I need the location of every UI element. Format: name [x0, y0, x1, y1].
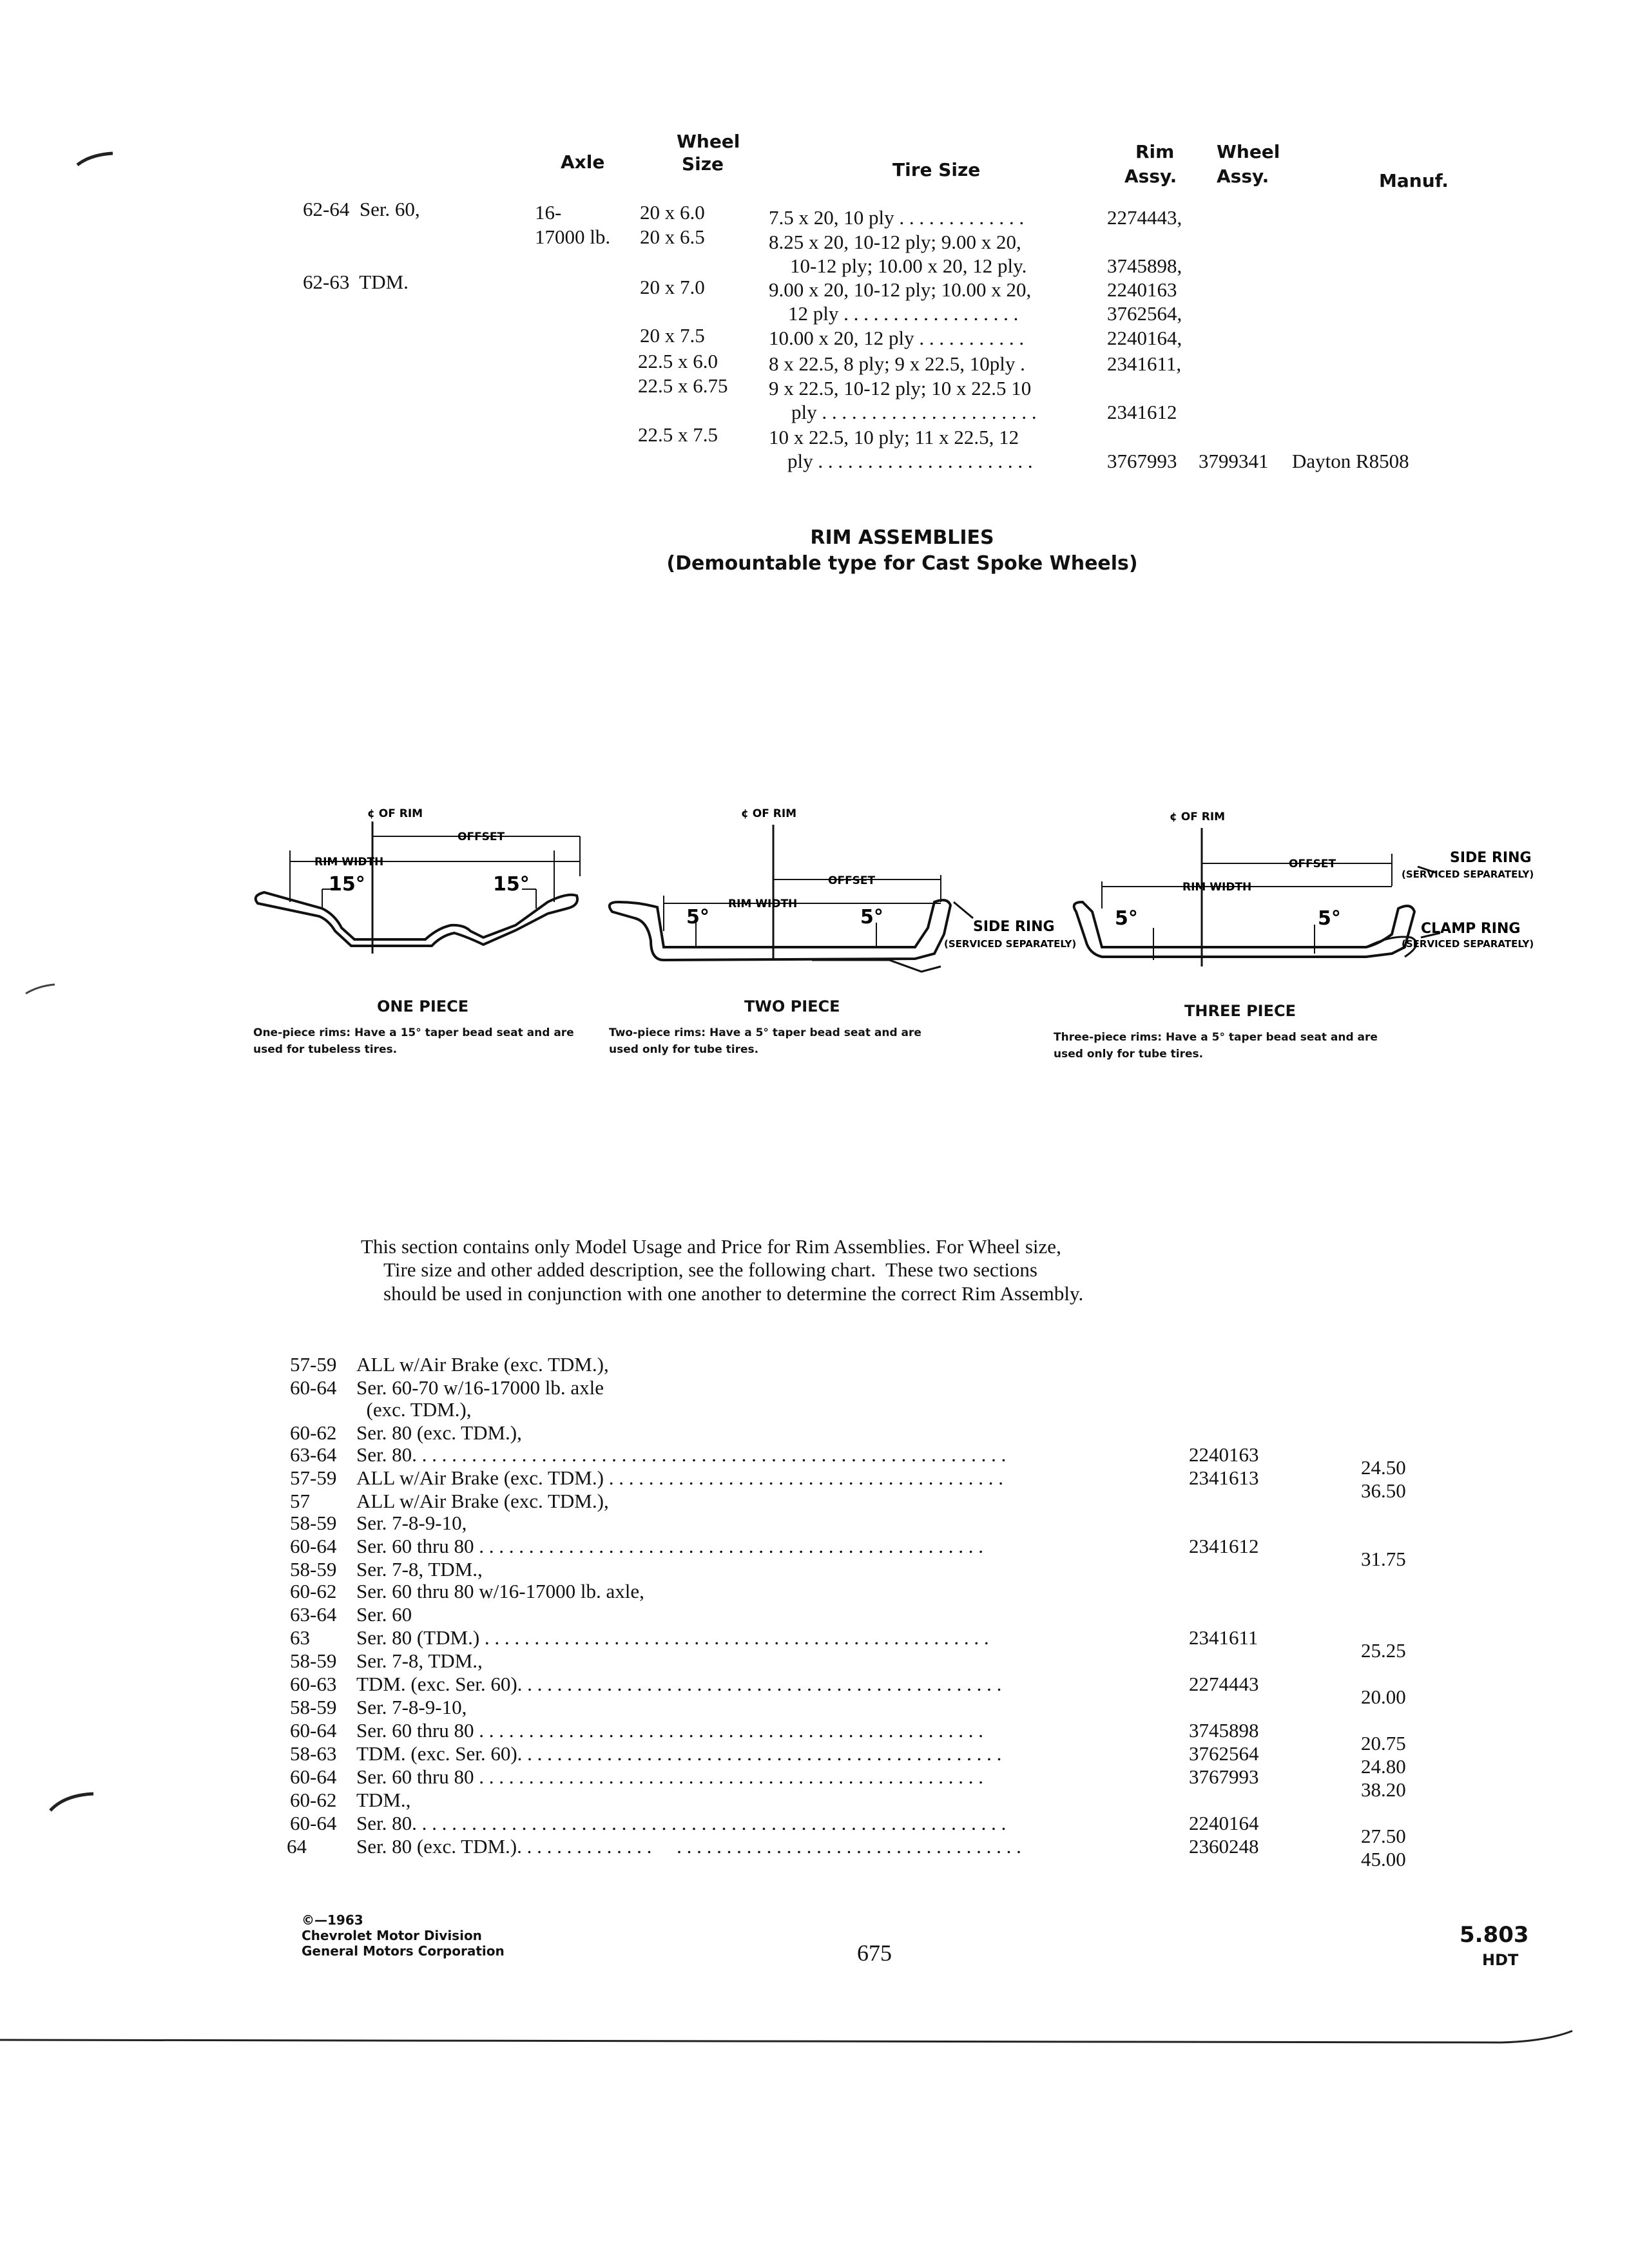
price-row-part-number: 2341611: [1189, 1626, 1258, 1649]
tire-line: ply . . . . . . . . . . . . . . . . . . . . . .: [791, 401, 1037, 423]
two-piece-caption: Two-piece rims: Have a 5° taper bead seat and are used only for tube tires.: [609, 1026, 921, 1056]
one-piece-rim-drawing: [256, 807, 580, 954]
price-row-part-number: 2240164: [1189, 1812, 1259, 1834]
offset-label: OFFSET: [458, 831, 505, 843]
tire-line: 8 x 22.5, 8 ply; 9 x 22.5, 10ply .: [769, 352, 1025, 375]
wheel-size: 22.5 x 6.75: [638, 374, 728, 397]
header-rim-assy-2: Assy.: [1124, 166, 1177, 187]
manuf-value: Dayton R8508: [1292, 450, 1409, 472]
price-row-years: 63-64: [290, 1443, 337, 1466]
price-row-years: 60-62: [290, 1580, 337, 1602]
header-manuf: Manuf.: [1379, 170, 1449, 191]
two-piece-rim-drawing: [610, 807, 1077, 972]
side-ring-label: SIDE RING: [973, 919, 1055, 935]
price-row-years: 60-64: [290, 1376, 337, 1399]
serviced-separately-label: (SERVICED SEPARATELY): [1402, 869, 1534, 880]
serviced-separately-label: (SERVICED SEPARATELY): [1402, 938, 1534, 950]
price-row-part-number: 2341613: [1189, 1466, 1259, 1489]
header-wheel-assy-1: Wheel: [1217, 141, 1280, 162]
rim-width-label: RIM WIDTH: [314, 856, 384, 869]
price-row-years: 58-59: [290, 1512, 337, 1534]
rim-assy-value: 2341611,: [1107, 352, 1182, 375]
section-code: HDT: [1482, 1951, 1519, 1969]
bottom-rule: [0, 2031, 1572, 2042]
price-row-description: ALL w/Air Brake (exc. TDM.) . . . . . . . . . . . . . . . . . . . . . . . . . . . . . . . . . . . . . . . .: [356, 1466, 1003, 1489]
header-axle: Axle: [561, 151, 605, 173]
price-row-description: Ser. 7-8, TDM.,: [356, 1558, 483, 1581]
axle-value: 16-: [535, 201, 562, 224]
price-row-price: 24.50: [1361, 1456, 1406, 1479]
price-row-price: 24.80: [1361, 1755, 1406, 1778]
section-number: 5.803: [1460, 1922, 1529, 1948]
price-row-years: 58-59: [290, 1649, 337, 1672]
angle-15-label: 15°: [493, 873, 530, 896]
price-row-description: TDM. (exc. Ser. 60). . . . . . . . . . . . . . . . . . . . . . . . . . . . . . . . . . . . . . . . . . . . . . . . .: [356, 1673, 1002, 1695]
price-row-description: ALL w/Air Brake (exc. TDM.),: [356, 1353, 609, 1376]
tire-line: 7.5 x 20, 10 ply . . . . . . . . . . . . .: [769, 206, 1025, 229]
price-row-description: Ser. 60 thru 80 w/16-17000 lb. axle,: [356, 1580, 644, 1602]
price-row-description: TDM.,: [356, 1789, 411, 1811]
tire-line: 10 x 22.5, 10 ply; 11 x 22.5, 12: [769, 426, 1019, 448]
price-row-description: Ser. 80. . . . . . . . . . . . . . . . . . . . . . . . . . . . . . . . . . . . . . . . . . . . . . . . . . . . . . . . . . . .: [356, 1812, 1007, 1834]
one-piece-title: ONE PIECE: [377, 997, 469, 1015]
rim-diagrams: [245, 799, 1553, 992]
price-row-years: 60-63: [290, 1673, 337, 1695]
price-row-price: 20.75: [1361, 1732, 1406, 1754]
section-title: RIM ASSEMBLIES: [810, 526, 994, 549]
price-row-part-number: 2341612: [1189, 1535, 1259, 1557]
price-row-years: 64: [287, 1835, 307, 1858]
price-row-price: 36.50: [1361, 1479, 1406, 1502]
price-row-description: Ser. 60 thru 80 . . . . . . . . . . . . . . . . . . . . . . . . . . . . . . . . . . . . . . . . . . . . . . . . . . .: [356, 1719, 984, 1742]
division-name: Chevrolet Motor Division: [302, 1928, 482, 1943]
price-row-price: 38.20: [1361, 1778, 1406, 1801]
wheel-size: 22.5 x 7.5: [638, 423, 718, 446]
serviced-separately-label: (SERVICED SEPARATELY): [944, 938, 1077, 950]
model-row: 62-64 Ser. 60,: [303, 198, 420, 220]
model-row: 62-63 TDM.: [303, 271, 409, 293]
price-row-years: 60-64: [290, 1719, 337, 1742]
one-piece-caption: One-piece rims: Have a 15° taper bead seat and are used for tubeless tires.: [253, 1026, 574, 1056]
price-row-price: 27.50: [1361, 1825, 1406, 1847]
wheel-size: 22.5 x 6.0: [638, 350, 718, 372]
note-line: Tire size and other added description, see the following chart. These two sections: [383, 1258, 1037, 1281]
rim-assy-value: 2240164,: [1107, 327, 1182, 349]
three-piece-title: THREE PIECE: [1184, 1002, 1296, 1020]
price-row-years: 60-64: [290, 1535, 337, 1557]
header-wheel-size-2: Size: [682, 153, 724, 175]
header-rim-assy-1: Rim: [1135, 141, 1175, 162]
price-row-part-number: 3767993: [1189, 1765, 1259, 1788]
section-subtitle: (Demountable type for Cast Spoke Wheels): [666, 552, 1138, 575]
note-line: should be used in conjunction with one another to determine the correct Rim Assembly.: [383, 1282, 1084, 1305]
angle-5-label: 5°: [860, 906, 883, 928]
tire-line: ply . . . . . . . . . . . . . . . . . . . . . .: [787, 450, 1033, 472]
rim-assy-value: 2240163: [1107, 278, 1177, 301]
price-row-description: TDM. (exc. Ser. 60). . . . . . . . . . . . . . . . . . . . . . . . . . . . . . . . . . . . . . . . . . . . . . . . .: [356, 1742, 1002, 1765]
note-line: This section contains only Model Usage and Price for Rim Assemblies. For Wheel size,: [361, 1235, 1061, 1258]
angle-15-label: 15°: [329, 873, 365, 896]
three-piece-rim-drawing: [1074, 811, 1534, 966]
price-row-years: 60-64: [290, 1812, 337, 1834]
price-row-years: 58-63: [290, 1742, 337, 1765]
rim-assy-value: 3767993: [1107, 450, 1177, 472]
price-row-description: Ser. 80 (TDM.) . . . . . . . . . . . . . . . . . . . . . . . . . . . . . . . . . . . . . . . . . . . . . . . . . . .: [356, 1626, 989, 1649]
tire-line: 10-12 ply; 10.00 x 20, 12 ply.: [790, 255, 1027, 277]
price-row-years: 57: [290, 1490, 310, 1512]
rim-assy-value: 2274443,: [1107, 206, 1182, 229]
price-row-description: Ser. 60: [356, 1603, 412, 1626]
binding-mark: [26, 985, 55, 994]
price-row-part-number: 2274443: [1189, 1673, 1259, 1695]
tire-line: 12 ply . . . . . . . . . . . . . . . . . .: [788, 302, 1019, 325]
side-ring-label: SIDE RING: [1450, 850, 1532, 866]
binding-mark: [77, 153, 113, 165]
price-row-years: 57-59: [290, 1466, 337, 1489]
page-number: 675: [857, 1940, 892, 1966]
angle-5-label: 5°: [1318, 907, 1341, 930]
cl-of-rim-label: ¢ OF RIM: [741, 807, 797, 820]
rim-assy-value: 2341612: [1107, 401, 1177, 423]
price-row-years: 57-59: [290, 1353, 337, 1376]
tire-line: 8.25 x 20, 10-12 ply; 9.00 x 20,: [769, 231, 1021, 253]
cl-of-rim-label: ¢ OF RIM: [367, 807, 423, 820]
wheel-assy-value: 3799341: [1199, 450, 1269, 472]
price-row-part-number: 3745898: [1189, 1719, 1259, 1742]
price-row-years: 58-59: [290, 1696, 337, 1718]
corporation-name: General Motors Corporation: [302, 1943, 505, 1959]
price-row-years: 60-62: [290, 1421, 337, 1444]
rim-width-label: RIM WIDTH: [728, 898, 798, 910]
rim-assy-value: 3762564,: [1107, 302, 1182, 325]
rim-width-label: RIM WIDTH: [1182, 881, 1252, 894]
wheel-size: 20 x 7.5: [640, 324, 705, 347]
three-piece-caption: Three-piece rims: Have a 5° taper bead seat and are used only for tube tires.: [1054, 1031, 1378, 1061]
price-row-description: Ser. 80 (exc. TDM.),: [356, 1421, 522, 1444]
price-row-description: Ser. 7-8-9-10,: [356, 1696, 467, 1718]
axle-value: 17000 lb.: [535, 226, 611, 248]
header-tire-size: Tire Size: [892, 159, 981, 180]
wheel-size: 20 x 6.5: [640, 226, 705, 248]
price-row-price: 20.00: [1361, 1686, 1406, 1708]
price-row-part-number: 2360248: [1189, 1835, 1259, 1858]
price-row-description: Ser. 80 (exc. TDM.). . . . . . . . . . . . . . . . . . . . . . . . . . . . . . . . . . . . . . . . . . . . . . . . .: [356, 1835, 1021, 1858]
price-row-years: 58-59: [290, 1558, 337, 1581]
header-wheel-assy-2: Assy.: [1217, 166, 1269, 187]
tire-line: 9.00 x 20, 10-12 ply; 10.00 x 20,: [769, 278, 1032, 301]
price-row-price: 25.25: [1361, 1639, 1406, 1662]
copyright: ©—1963: [302, 1912, 363, 1928]
header-wheel-size-1: Wheel: [677, 131, 740, 152]
price-row-years: 63-64: [290, 1603, 337, 1626]
wheel-size: 20 x 7.0: [640, 276, 705, 298]
angle-5-label: 5°: [1115, 907, 1138, 930]
price-row-part-number: 3762564: [1189, 1742, 1259, 1765]
wheel-size: 20 x 6.0: [640, 201, 705, 224]
price-row-description: Ser. 60 thru 80 . . . . . . . . . . . . . . . . . . . . . . . . . . . . . . . . . . . . . . . . . . . . . . . . . . .: [356, 1765, 984, 1788]
tire-line: 10.00 x 20, 12 ply . . . . . . . . . . .: [769, 327, 1025, 349]
price-row-description: Ser. 7-8-9-10,: [356, 1512, 467, 1534]
price-row-price: 45.00: [1361, 1848, 1406, 1870]
cl-of-rim-label: ¢ OF RIM: [1170, 811, 1226, 823]
rim-assy-value: 3745898,: [1107, 255, 1182, 277]
price-row-years: 60-64: [290, 1765, 337, 1788]
price-row-description: Ser. 60 thru 80 . . . . . . . . . . . . . . . . . . . . . . . . . . . . . . . . . . . . . . . . . . . . . . . . . . .: [356, 1535, 984, 1557]
binding-mark: [50, 1794, 93, 1811]
price-row-description: Ser. 80. . . . . . . . . . . . . . . . . . . . . . . . . . . . . . . . . . . . . . . . . . . . . . . . . . . . . . . . . . . .: [356, 1443, 1007, 1466]
price-row-years: 60-62: [290, 1789, 337, 1811]
clamp-ring-label: CLAMP RING: [1421, 921, 1521, 937]
tire-line: 9 x 22.5, 10-12 ply; 10 x 22.5 10: [769, 377, 1032, 399]
two-piece-title: TWO PIECE: [744, 997, 840, 1015]
price-row-description: Ser. 7-8, TDM.,: [356, 1649, 483, 1672]
price-row-years: 63: [290, 1626, 310, 1649]
offset-label: OFFSET: [1289, 858, 1336, 870]
angle-5-label: 5°: [686, 906, 709, 928]
offset-label: OFFSET: [828, 874, 876, 887]
price-row-description: Ser. 60-70 w/16-17000 lb. axle: [356, 1376, 604, 1399]
price-row-description: (exc. TDM.),: [356, 1398, 472, 1421]
price-row-description: ALL w/Air Brake (exc. TDM.),: [356, 1490, 609, 1512]
price-row-part-number: 2240163: [1189, 1443, 1259, 1466]
price-row-price: 31.75: [1361, 1548, 1406, 1570]
